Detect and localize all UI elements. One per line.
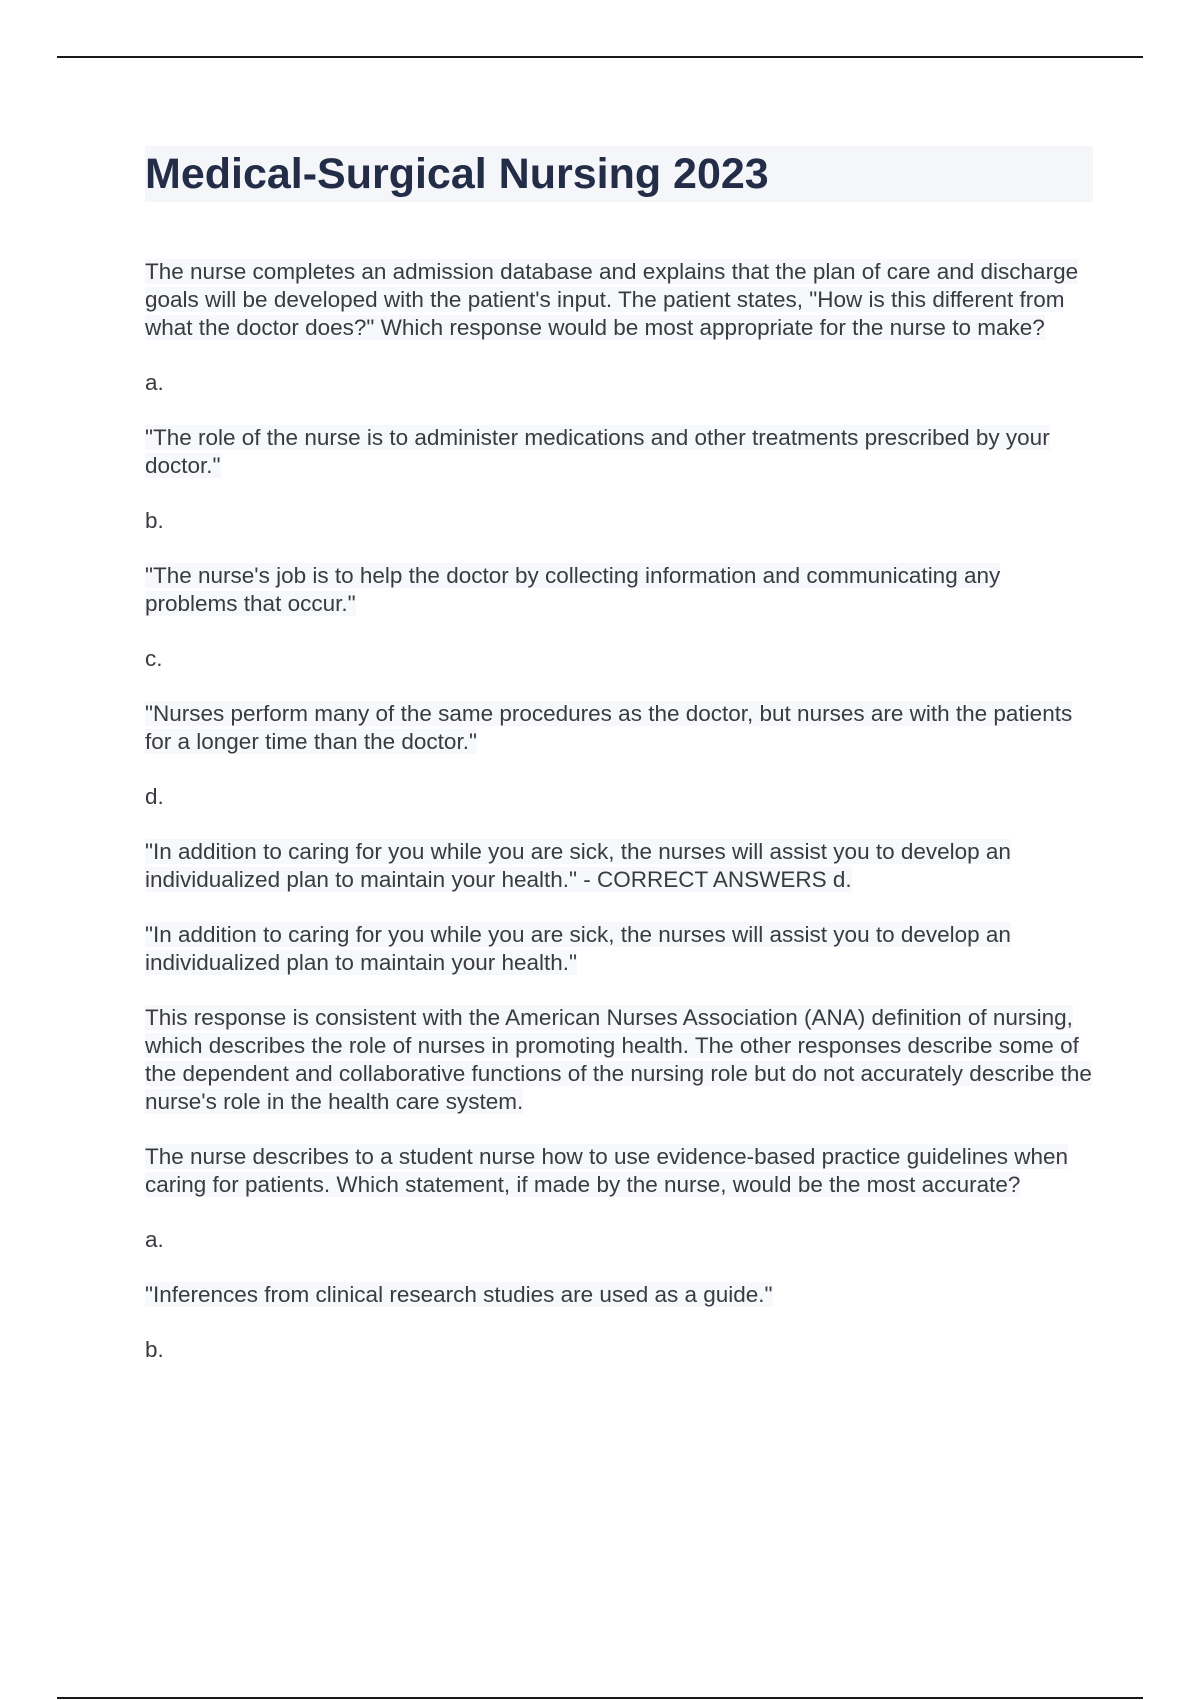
option-text-c xyxy=(145,700,1095,756)
question-1-stem xyxy=(145,258,1095,342)
q2-option-text-a-span: "Inferences from clinical research studies are used as a guide." xyxy=(145,1282,773,1307)
option-label-d: d. xyxy=(145,784,164,809)
option-text-a-span: "The role of the nurse is to administer medications and other treatments prescribed by your doctor." xyxy=(145,425,1050,478)
option-text-b xyxy=(145,562,1095,618)
option-text-a xyxy=(145,424,1095,480)
document-title: Medical-Surgical Nursing 2023 xyxy=(145,149,769,198)
q2-option-label-a: a. xyxy=(145,1227,164,1252)
option-label-c: c. xyxy=(145,646,163,671)
option-label-a: a. xyxy=(145,370,164,395)
bottom-rule xyxy=(57,1697,1143,1699)
q2-option-label-b: b. xyxy=(145,1337,164,1362)
q2-option-text-a xyxy=(145,1281,1095,1309)
top-rule xyxy=(57,56,1143,58)
option-text-b-span: "The nurse's job is to help the doctor by collecting information and communicating any problems that occur." xyxy=(145,563,1001,616)
question-1-stem-text: The nurse completes an admission database and explains that the plan of care and discharge goals will be developed with the patient's input. The patient states, "How is this different from what the doctor does?" Which response would be most appropriate for the nurse to make? xyxy=(145,259,1079,340)
option-label-b: b. xyxy=(145,508,164,533)
correct-answer-restated xyxy=(145,921,1095,977)
question-list xyxy=(145,258,1095,1364)
option-text-d-span: "In addition to caring for you while you are sick, the nurses will assist you to develop an individualized plan to maintain your health." - CORRECT ANSWERS d. xyxy=(145,839,1011,892)
question-2-stem xyxy=(145,1143,1095,1199)
rationale xyxy=(145,1004,1095,1116)
document-body xyxy=(145,146,1095,1391)
correct-answer-restated-span: "In addition to caring for you while you are sick, the nurses will assist you to develop an individualized plan to maintain your health." xyxy=(145,922,1011,975)
title-band xyxy=(145,146,1093,202)
option-text-d-with-answer xyxy=(145,838,1095,894)
option-text-c-span: "Nurses perform many of the same procedures as the doctor, but nurses are with the patients for a longer time than the doctor." xyxy=(145,701,1073,754)
rationale-span: This response is consistent with the American Nurses Association (ANA) definition of nursing, which describes the role of nurses in promoting health. The other responses describe some of the dependent and collaborative functions of the nursing role but do not accurately describe the nurse's role in the health care system. xyxy=(145,1005,1092,1114)
question-2-stem-text: The nurse describes to a student nurse how to use evidence-based practice guidelines when caring for patients. Which statement, if made by the nurse, would be the most accurate? xyxy=(145,1144,1069,1197)
